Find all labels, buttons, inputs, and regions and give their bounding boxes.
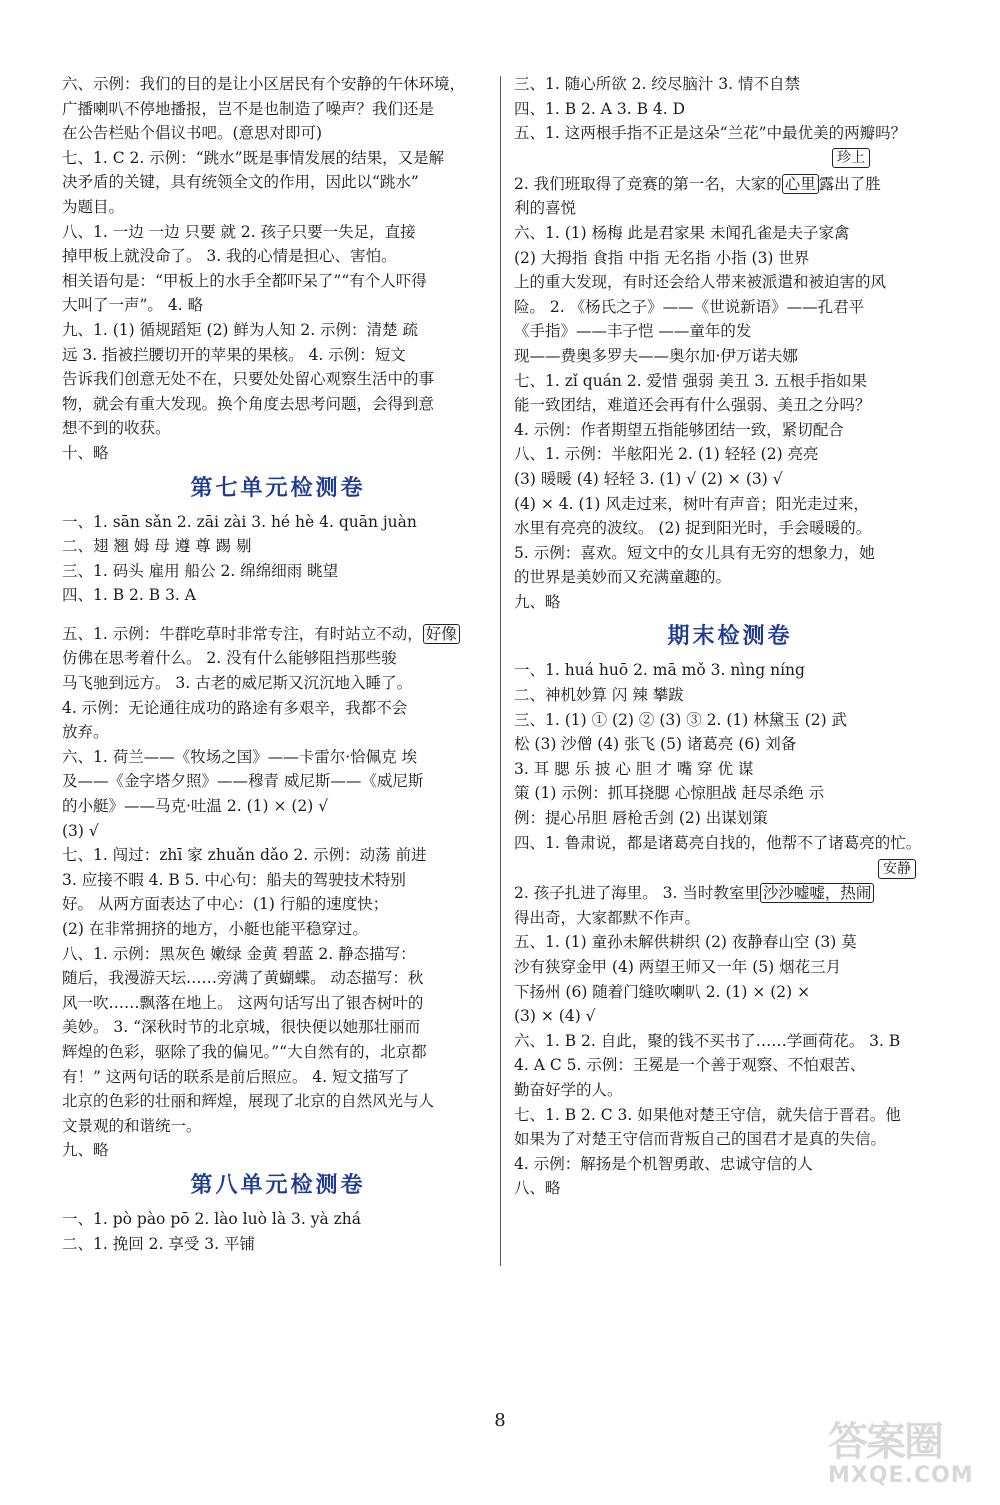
text-line: 利的喜悦 bbox=[514, 199, 577, 218]
final-exam-title: 期末检测卷 bbox=[667, 624, 793, 650]
right-block-2 bbox=[514, 196, 946, 614]
text-line: 为题目。 bbox=[62, 197, 125, 216]
text-line: 七、1. 闯过：zhī 家 zhuǎn dǎo 2. 示例：动荡 前进 bbox=[62, 846, 427, 865]
text-line: 想不到的收获。 bbox=[62, 419, 171, 438]
text-line bbox=[514, 172, 946, 197]
text-line: (4) × 4. (1) 风走过来，树叶有声音；阳光走过来， bbox=[514, 494, 869, 513]
text-segment: 2. 我们班取得了竞赛的第一名，大家的 bbox=[514, 174, 782, 193]
text-line: 勤奋好学的人。 bbox=[514, 1080, 623, 1099]
text-line bbox=[62, 622, 494, 647]
text-line: 远 3. 指被拦腰切开的苹果的果核。 4. 示例：短文 bbox=[62, 345, 406, 364]
text-segment: 露出了胜 bbox=[818, 174, 881, 193]
text-line: (2) 在非常拥挤的地方，小艇也能平稳穿过。 bbox=[62, 920, 368, 938]
correction-annotation: 珍上 bbox=[832, 148, 870, 168]
right-column bbox=[514, 72, 946, 1201]
text-line: 四、1. 鲁肃说，都是诸葛亮自找的，他帮不了诸葛亮的忙。 bbox=[514, 833, 922, 852]
right-block-1 bbox=[514, 72, 946, 146]
text-line: 决矛盾的关键，具有统领全文的作用，因此以“跳水” bbox=[62, 173, 419, 192]
text-line: 九、略 bbox=[514, 592, 561, 611]
text-line: 八、1. 一边 一边 只要 就 2. 孩子只要一失足，直接 bbox=[62, 222, 416, 241]
text-line: (3) 暖暖 (4) 轻轻 3. (1) √ (2) × (3) √ bbox=[514, 469, 783, 488]
text-line: 物，就会有重大发现。换个角度去思考问题，会得到意 bbox=[62, 394, 435, 413]
text-line: 好。 从两方面表达了中心：(1) 行船的速度快； bbox=[62, 895, 389, 914]
text-line: 风一吹……飘落在地上。 这两句话写出了银杏树叶的 bbox=[62, 993, 424, 1012]
text-segment: 五、1. 示例：牛群吃草时非常专注，有时站立不动， bbox=[62, 624, 423, 643]
column-divider bbox=[500, 76, 501, 1266]
text-line: 相关语句是：“甲板上的水手全都吓呆了”“有个人吓得 bbox=[62, 271, 427, 290]
text-line: 马飞驰到远方。 3. 古老的威尼斯又沉沉地入睡了。 bbox=[62, 674, 413, 693]
text-line: 现——费奥多罗夫——奥尔加·伊万诺夫娜 bbox=[514, 346, 798, 365]
text-line: 仿佛在思考着什么。 2. 没有什么能够阻挡那些骏 bbox=[62, 649, 397, 668]
text-line: (2) 大拇指 食指 中指 无名指 小指 (3) 世界 bbox=[514, 248, 810, 267]
text-line: 二、1. 挽回 2. 享受 3. 平铺 bbox=[62, 1234, 256, 1253]
text-line: 八、1. 示例：黑灰色 嫩绿 金黄 碧蓝 2. 静态描写： bbox=[62, 944, 416, 963]
text-line: 二、神机妙算 闪 辣 攀跋 bbox=[514, 686, 684, 705]
text-line: 例：提心吊胆 唇枪舌剑 (2) 出谋划策 bbox=[514, 809, 768, 828]
text-line: 4. 示例：无论通往成功的路途有多艰辛，我都不会 bbox=[62, 698, 408, 717]
text-line: 九、1. (1) 循规蹈矩 (2) 鲜为人知 2. 示例：清楚 疏 bbox=[62, 320, 418, 339]
text-line: 二、翅 翘 姆 母 遵 尊 踢 剔 bbox=[62, 537, 252, 556]
text-line: 一、1. huá huō 2. mā mǒ 3. nìng níng bbox=[514, 661, 805, 680]
text-line: 4. 示例：作者期望五指能够团结一致，紧切配合 bbox=[514, 420, 844, 439]
unit8-title: 第八单元检测卷 bbox=[190, 1172, 366, 1198]
text-line: 七、1. C 2. 示例：“跳水”既是事情发展的结果，又是解 bbox=[62, 148, 445, 167]
annotation-row bbox=[514, 146, 946, 172]
text-line: 随后，我漫游天坛……旁满了黄蝴蝶。 动态描写：秋 bbox=[62, 969, 424, 988]
watermark-bottom-text: MXQE.COM bbox=[828, 1463, 974, 1488]
text-line: 八、略 bbox=[514, 1179, 561, 1198]
text-line: 下扬州 (6) 随着门缝吹喇叭 2. (1) × (2) × bbox=[514, 982, 811, 1001]
text-line: 五、1. 这两根手指不正是这朵“兰花”中最优美的两瓣吗？ bbox=[514, 124, 907, 143]
text-line: 五、1. (1) 童孙未解供耕织 (2) 夜静春山空 (3) 莫 bbox=[514, 933, 857, 952]
text-line: 七、1. B 2. C 3. 如果他对楚王守信，就失信于晋君。他 bbox=[514, 1105, 901, 1124]
text-line bbox=[514, 881, 946, 906]
text-line: 4. A C 5. 示例：王冕是一个善于观察、不怕艰苦、 bbox=[514, 1056, 866, 1075]
text-line: 的世界是美妙而又充满童趣的。 bbox=[514, 568, 732, 587]
text-line: 在公告栏贴个倡议书吧。(意思对即可) bbox=[62, 124, 323, 143]
text-line: 沙有狭穿金甲 (4) 两望王师又一年 (5) 烟花三月 bbox=[514, 958, 842, 976]
text-line: 3. 应接不暇 4. B 5. 中心句：船夫的驾驶技术特别 bbox=[62, 870, 406, 889]
unit7-title: 第七单元检测卷 bbox=[190, 475, 366, 501]
text-line: 九、略 bbox=[62, 1141, 109, 1160]
text-line: 如果为了对楚王守信而背叛自己的国君才是真的失信。 bbox=[514, 1130, 887, 1149]
text-line: 一、1. sān sǎn 2. zāi zài 3. hé hè 4. quān juàn bbox=[62, 512, 417, 531]
text-line: 六、1. (1) 杨梅 此是君家果 未闻孔雀是夫子家禽 bbox=[514, 223, 850, 242]
text-line: 广播喇叭不停地播报，岂不是也制造了噪声？我们还是 bbox=[62, 99, 435, 118]
unit7-part-b bbox=[62, 646, 494, 1162]
answer-box: 心里 bbox=[782, 174, 819, 194]
text-line: 《手指》——丰子恺 ——童年的发 bbox=[514, 322, 752, 341]
text-line: 三、1. 随心所欲 2. 绞尽脑汁 3. 情不自禁 bbox=[514, 75, 801, 93]
text-line: 美妙。 3. “深秋时节的北京城，很快便以她那壮丽而 bbox=[62, 1018, 421, 1037]
text-segment: 2. 孩子扎进了海里。 3. 当时教室里 bbox=[514, 884, 760, 903]
watermark-logo bbox=[828, 1420, 978, 1492]
unit7-part-a bbox=[62, 510, 494, 608]
text-line: 七、1. zǐ quán 2. 爱惜 强弱 美丑 3. 五根手指如果 bbox=[514, 371, 868, 390]
text-line: 放弃。 bbox=[62, 723, 109, 742]
text-line: 3. 耳 腮 乐 披 心 胆 才 嘴 穿 优 谋 bbox=[514, 759, 754, 778]
text-line: 险。 2. 《杨氏之子》——《世说新语》——孔君平 bbox=[514, 297, 865, 316]
left-column bbox=[62, 72, 494, 1256]
text-line: 4. 示例：解扬是个机智勇敢、忠诚守信的人 bbox=[514, 1154, 813, 1173]
text-line: 告诉我们创意无处不在，只要处处留心观察生活中的事 bbox=[62, 370, 435, 389]
right-block-3 bbox=[514, 658, 946, 855]
correction-annotation: 安静 bbox=[878, 859, 916, 879]
spacer bbox=[62, 608, 494, 622]
text-line: 大叫了一声”。 4. 略 bbox=[62, 296, 204, 315]
text-line: 六、1. B 2. 自此，聚的钱不买书了……学画荷花。 3. B bbox=[514, 1031, 901, 1050]
answer-box: 好像 bbox=[423, 624, 460, 644]
text-line: 六、示例：我们的目的是让小区居民有个安静的午休环境， bbox=[62, 75, 466, 93]
text-line: 水里有亮亮的波纹。 (2) 捉到阳光时，手会暖暖的。 bbox=[514, 519, 872, 538]
text-line: 一、1. pò pào pō 2. lào luò là 3. yà zhá bbox=[62, 1209, 362, 1228]
answer-box: 沙沙嘘嘘，热闹 bbox=[760, 883, 875, 903]
text-line: 六、1. 荷兰——《牧场之国》——卡雷尔·恰佩克 埃 bbox=[62, 747, 418, 766]
text-line: (3) × (4) √ bbox=[514, 1007, 596, 1026]
text-line: 松 (3) 沙僧 (4) 张飞 (5) 诸葛亮 (6) 刘备 bbox=[514, 735, 797, 754]
text-line: 的小艇》——马克·吐温 2. (1) × (2) √ bbox=[62, 797, 329, 816]
text-line: 三、1. 码头 雇用 船公 2. 绵绵细雨 眺望 bbox=[62, 561, 339, 580]
text-line: 北京的色彩的壮丽和辉煌，展现了北京的自然风光与人 bbox=[62, 1092, 435, 1111]
text-line: 辉煌的色彩，驱除了我的偏见。”“大自然有的，北京都 bbox=[62, 1042, 427, 1061]
text-line: 十、略 bbox=[62, 443, 109, 462]
text-line: 得出奇，大家都默不作声。 bbox=[514, 908, 701, 927]
text-line: 四、1. B 2. A 3. B 4. D bbox=[514, 99, 686, 118]
text-line: 文景观的和谐统一。 bbox=[62, 1116, 202, 1135]
text-line: 能一致团结，难道还会再有什么强弱、美丑之分吗？ bbox=[514, 396, 871, 415]
text-line: 八、1. 示例：半舷阳光 2. (1) 轻轻 (2) 亮亮 bbox=[514, 445, 819, 464]
right-block-4 bbox=[514, 906, 946, 1201]
text-line: 及——《金字塔夕照》——穆青 威尼斯——《威尼斯 bbox=[62, 772, 424, 791]
text-line: 有！” 这两句话的联系是前后照应。 4. 短文描写了 bbox=[62, 1067, 410, 1086]
watermark-top-text: 答案圈 bbox=[828, 1419, 942, 1465]
text-line: 上的重大发现，有时还会给人带来被派遣和被迫害的风 bbox=[514, 273, 887, 292]
text-line: 掉甲板上就没命了。 3. 我的心情是担心、害怕。 bbox=[62, 247, 397, 266]
unit6-tail bbox=[62, 72, 494, 466]
unit8-lines bbox=[62, 1207, 494, 1256]
text-line: 三、1. (1) ① (2) ② (3) ③ 2. (1) 林黛玉 (2) 武 bbox=[514, 710, 848, 729]
annotation-row bbox=[514, 855, 946, 881]
text-line: 策 (1) 示例：抓耳挠腮 心惊胆战 赶尽杀绝 示 bbox=[514, 784, 825, 803]
page-number: 8 bbox=[494, 1410, 506, 1431]
text-line: (3) √ bbox=[62, 821, 99, 840]
text-line: 四、1. B 2. B 3. A bbox=[62, 586, 196, 605]
text-line: 5. 示例：喜欢。短文中的女儿具有无穷的想象力，她 bbox=[514, 543, 875, 562]
